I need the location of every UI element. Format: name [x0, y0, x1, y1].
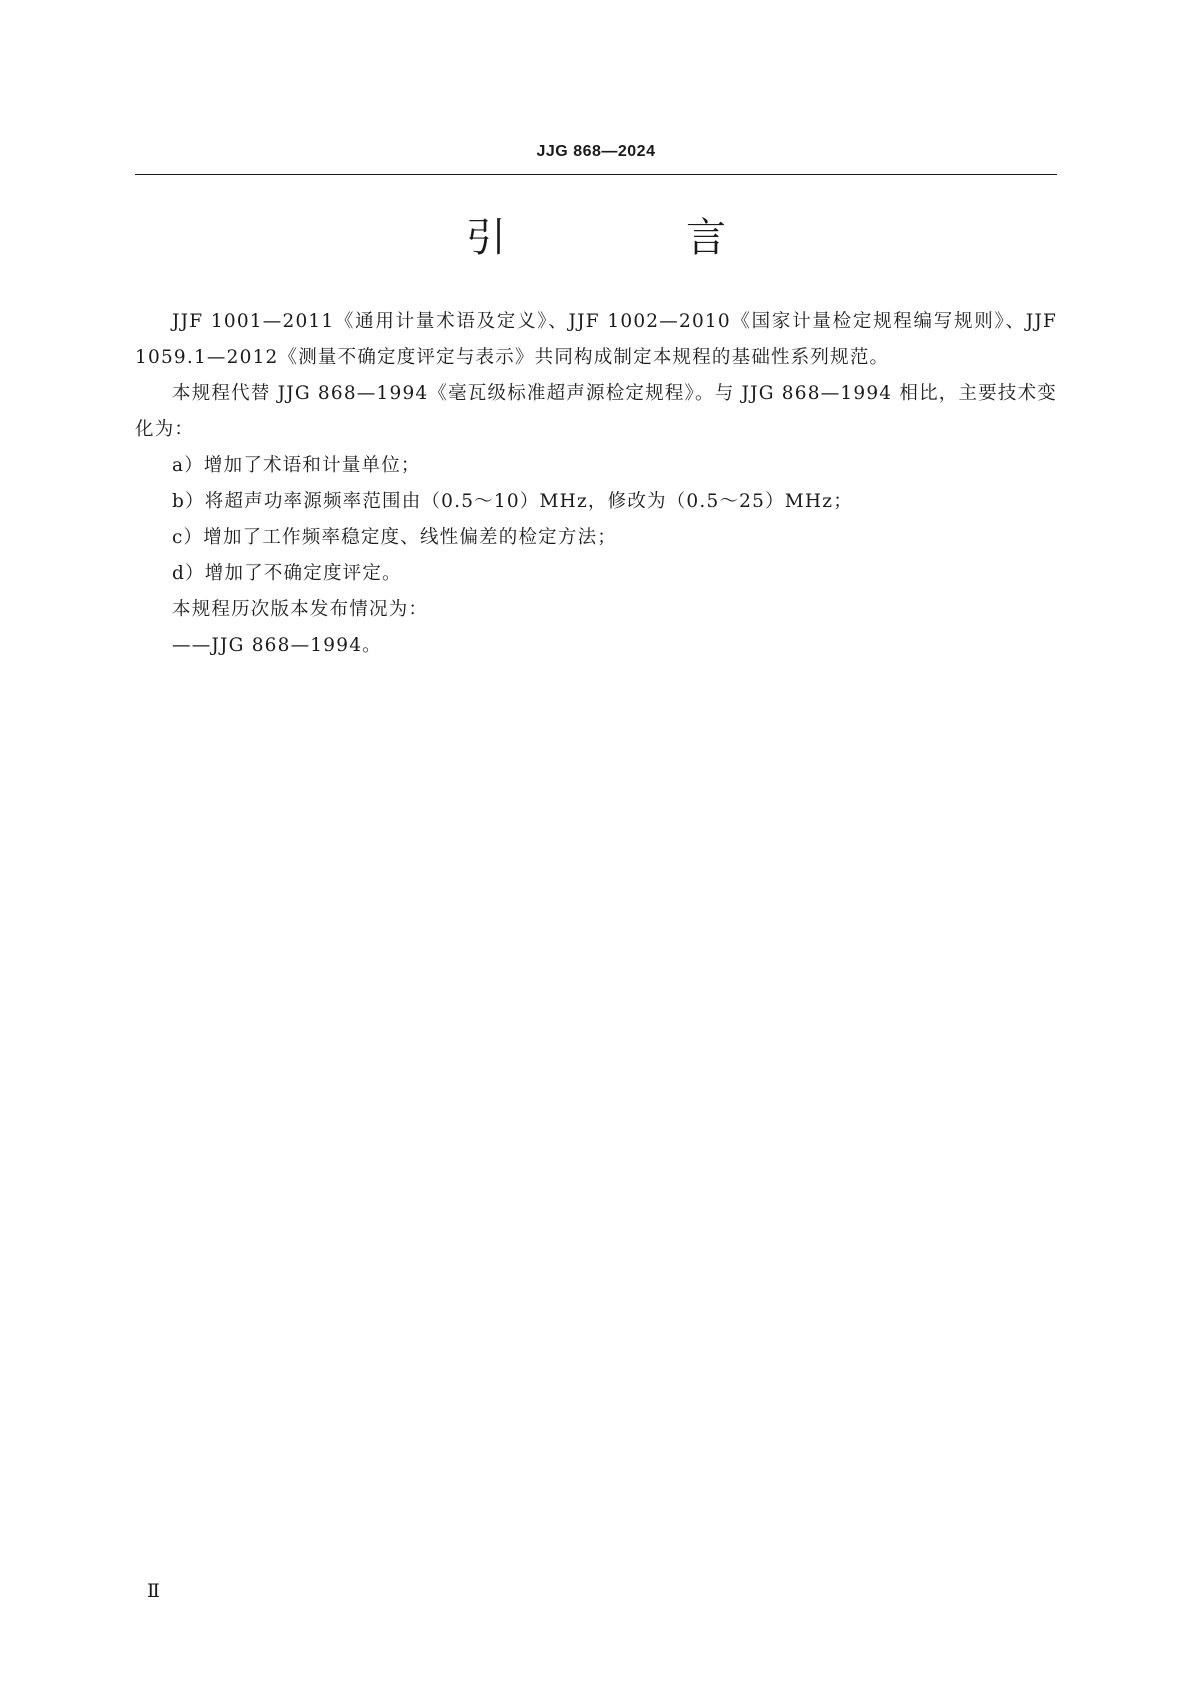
intro-paragraph-2: 本规程代替 JJG 868—1994《毫瓦级标准超声源检定规程》。与 JJG 868—1994 相比，主要技术变化为：	[135, 383, 1057, 440]
intro-paragraph-1: JJF 1001—2011《通用计量术语及定义》、JJF 1002—2010《国家计量检定规程编写规则》、JJF 1059.1—2012《测量不确定度评定与表示》共同构成制定本规程的基础性系列规范。	[135, 311, 1057, 368]
history-heading: 本规程历次版本发布情况为：	[172, 599, 429, 620]
header-rule	[135, 174, 1057, 175]
change-item-a: a）增加了术语和计量单位；	[172, 455, 421, 476]
page-number: Ⅱ	[147, 1580, 160, 1602]
running-header: JJG 868—2024	[536, 143, 656, 160]
foreword-body	[135, 304, 1057, 664]
history-item: ——JJG 868—1994。	[172, 635, 382, 656]
change-item-c: c）增加了工作频率稳定度、线性偏差的检定方法；	[172, 527, 617, 548]
change-item-d: d）增加了不确定度评定。	[172, 563, 402, 584]
page-title: 引 言	[466, 215, 796, 261]
change-item-b: b）将超声功率源频率范围由（0.5～10）MHz，修改为（0.5～25）MHz；	[172, 491, 853, 512]
